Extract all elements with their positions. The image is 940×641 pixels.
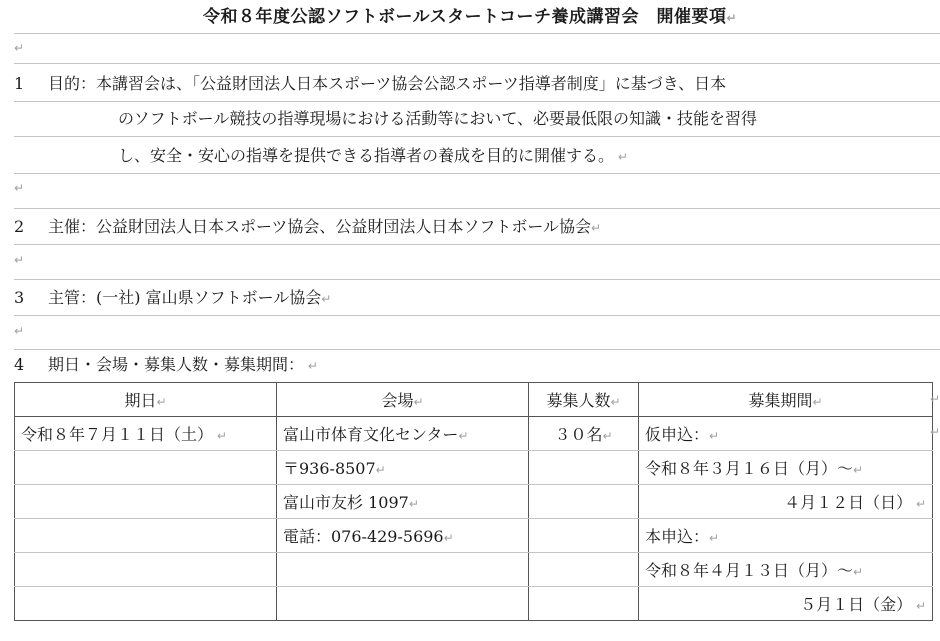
table-cell [529, 587, 639, 621]
page-title: 令和８年度公認ソフトボールスタートコーチ養成講習会 開催要項↵ [202, 7, 738, 27]
divider [14, 173, 940, 174]
section-3: 3 主管：(一社) 富山県ソフトボール協会↵ [14, 288, 332, 307]
row-end-mark: ↵ [930, 425, 940, 439]
table-cell-capacity: ３０名↵ [529, 417, 639, 451]
header-venue: 会場↵ [277, 383, 529, 417]
empty-paragraph: ↵ [14, 41, 25, 55]
empty-paragraph: ↵ [14, 253, 25, 267]
divider [14, 63, 940, 64]
divider [14, 33, 940, 34]
empty-paragraph: ↵ [14, 324, 25, 338]
table-cell [529, 451, 639, 485]
table-cell [15, 451, 277, 485]
table-cell-venue: 富山市友杉 1097↵ [277, 485, 529, 519]
empty-paragraph: ↵ [14, 181, 25, 195]
table-row [15, 485, 933, 519]
divider [14, 208, 940, 209]
header-period: 募集期間↵ [639, 383, 933, 417]
table-cell [529, 485, 639, 519]
table-cell [15, 519, 277, 553]
divider [14, 244, 940, 245]
table-cell-venue: 電話：076-429-5696↵ [277, 519, 529, 553]
divider [14, 136, 940, 137]
row-end-mark: ↵ [930, 392, 940, 406]
table-cell-venue: 富山市体育文化センター↵ [277, 417, 529, 451]
section-1-line-3: し、安全・安心の指導を提供できる指導者の養成を目的に開催する。 ↵ [118, 146, 628, 165]
table-cell-period: 仮申込：↵ [639, 417, 933, 451]
header-date: 期日↵ [15, 383, 277, 417]
table-row [15, 451, 933, 485]
header-capacity: 募集人数↵ [529, 383, 639, 417]
table-row [15, 519, 933, 553]
section-1-line-2: のソフトボール競技の指導現場における活動等において、必要最低限の知識・技能を習得 [118, 109, 758, 128]
table-cell-date: 令和８年７月１１日（土） ↵ [15, 417, 277, 451]
table-cell-period: 本申込：↵ [639, 519, 933, 553]
divider [14, 279, 940, 280]
table-cell-venue: 〒936-8507↵ [277, 451, 529, 485]
table-cell-period: ４月１２日（日） ↵ [639, 485, 933, 519]
table-row [15, 417, 933, 451]
table-cell-period: 令和８年３月１６日（月）～↵ [639, 451, 933, 485]
table-cell [15, 553, 277, 587]
table-cell [529, 519, 639, 553]
table-cell [277, 587, 529, 621]
table-cell [529, 553, 639, 587]
section-1-line-1: 1 目的：本講習会は、「公益財団法人日本スポーツ協会公認スポーツ指導者制度」に基づき、日本 [14, 74, 727, 93]
section-4: 4 期日・会場・募集人数・募集期間： ↵ [14, 355, 318, 374]
table-row [15, 553, 933, 587]
divider [14, 315, 940, 316]
table-cell-period: 令和８年４月１３日（月）～↵ [639, 553, 933, 587]
table-header-row [15, 383, 933, 417]
schedule-table [14, 382, 933, 621]
table-cell [15, 485, 277, 519]
table-cell [15, 587, 277, 621]
table-row [15, 587, 933, 621]
table-cell-period: ５月１日（金） ↵ [639, 587, 933, 621]
section-2: 2 主催：公益財団法人日本スポーツ協会、公益財団法人日本ソフトボール協会↵ [14, 217, 602, 236]
table-cell [277, 553, 529, 587]
